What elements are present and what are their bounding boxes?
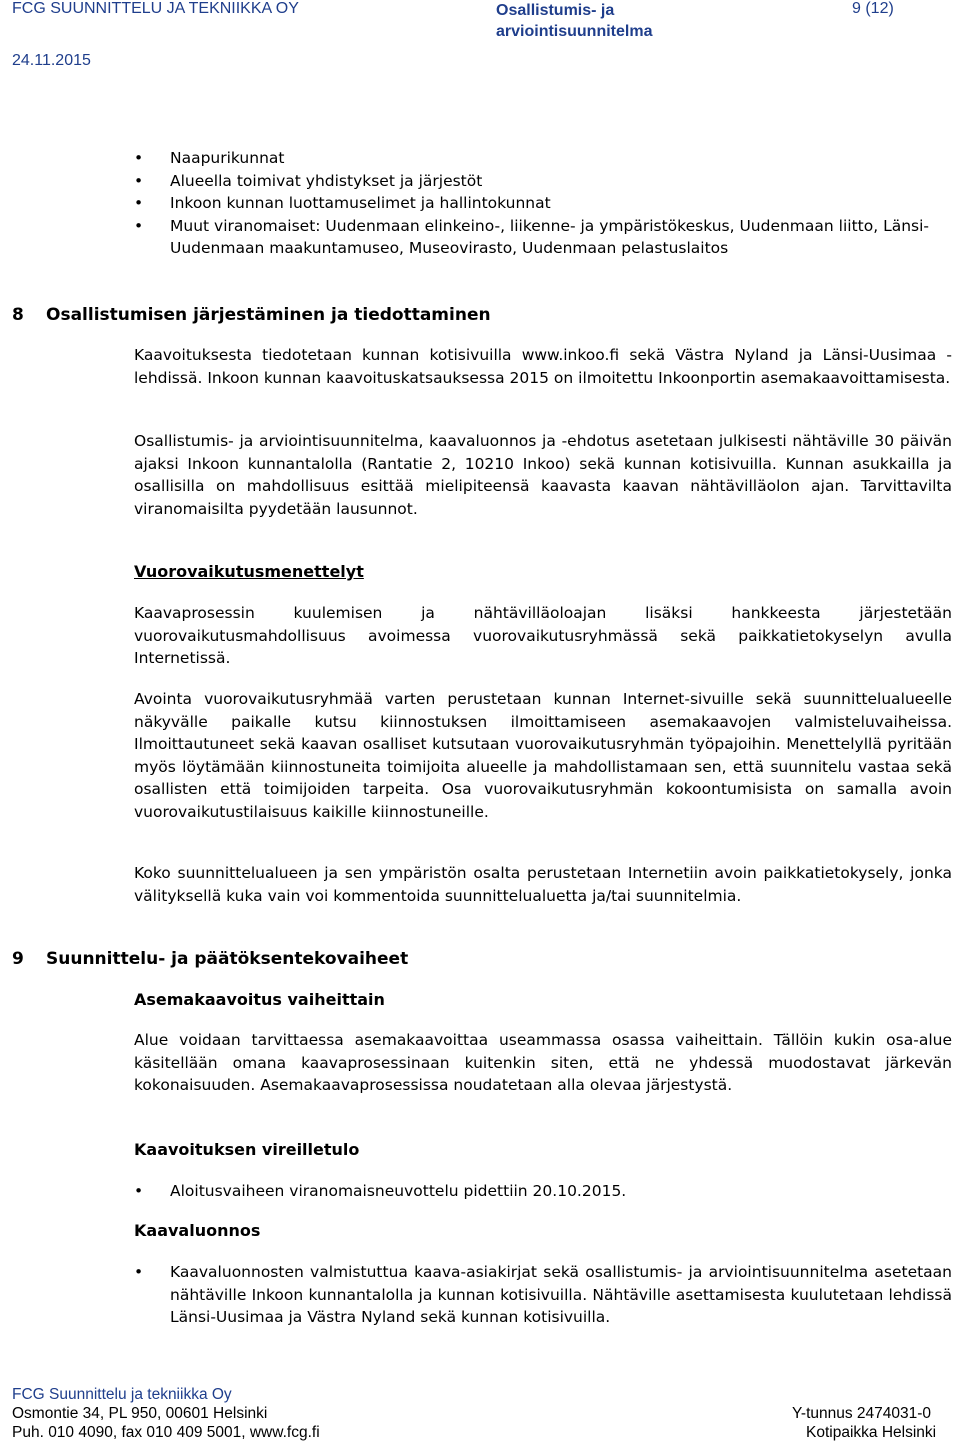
list-item: • Kaavaluonnosten valmistuttua kaava-asiakirjat sekä osallistumis- ja arviointisuunnitelma asetetaan nähtäville Inkoon kunnantalolla ja kunnan kotisivuilla. Nähtäville asettamisesta kuulutetaan lehdissä Länsi-Uusimaa ja Västra Nyland sekä kunnan kotisivuilla. <box>134 1261 952 1329</box>
section-title: Osallistumisen järjestäminen ja tiedottaminen <box>46 305 491 325</box>
paragraph: Alue voidaan tarvittaessa asemakaavoittaa useammassa osassa vaiheittain. Tällöin kukin osa-alue käsitellään omana kaavaprosessinaan kuitenkin siten, että ne yhdessä muodostavat järkevän kokonaisuuden. Asemakaavaprosessissa noudatetaan alla olevaa järjestystä. <box>134 1031 952 1094</box>
section-number: 8 <box>12 305 24 325</box>
paragraph: Kaavoituksesta tiedotetaan kunnan kotisivuilla www.inkoo.fi sekä Västra Nyland ja Länsi-Uusimaa -lehdissä. Inkoon kunnan kaavoituskatsauksessa 2015 on ilmoitettu Inkoonportin asemakaavoittamisesta. <box>134 346 952 387</box>
subheading-asemakaavoitus: Asemakaavoitus vaiheittain <box>134 990 385 1009</box>
header-company: FCG SUUNNITTELU JA TEKNIIKKA OY <box>12 0 299 17</box>
section-8-heading <box>12 305 491 325</box>
section-title: Suunnittelu- ja päätöksentekovaiheet <box>46 949 409 969</box>
footer-domicile: Kotipaikka Helsinki <box>806 1424 937 1441</box>
footer-business-id: Y-tunnus 2474031-0 <box>792 1405 932 1422</box>
stakeholder-list <box>134 147 934 260</box>
page-number: 9 (12) <box>852 0 894 17</box>
footer-address: Osmontie 34, PL 950, 00601 Helsinki <box>12 1405 268 1422</box>
subheading-vireilletulo: Kaavoituksen vireilletulo <box>134 1140 360 1159</box>
footer-company: FCG Suunnittelu ja tekniikka Oy <box>12 1386 232 1403</box>
list-item: • Alueella toimivat yhdistykset ja järjestöt <box>134 170 934 193</box>
kaavaluonnos-list <box>134 1261 952 1329</box>
paragraph: Avointa vuorovaikutusryhmää varten perustetaan kunnan Internet-sivuille sekä suunnittelualueelle näkyvälle paikalle kutsu kiinnostuksen ilmoittamiseen asemakaavojen valmisteluvaiheissa. Ilmoittautuneet sekä kaavan osalliset kutsutaan vuorovaikutusryhmän työpajoihin. Menettelyllä pyritään myös löytämään kiinnostuneita toimijoita alueelle ja mahdollistamaan sen, että suunnitelu vastaa sekä osallisten että toimijoiden tarpeita. Osa vuorovaikutusryhmän kokoontumisista on samalla avoin vuorovaikutustilaisuus kaikille kiinnostuneille. <box>134 690 952 821</box>
paragraph: Kaavaprosessin kuulemisen ja nähtävilläoloajan lisäksi hankkeesta järjestetään vuorovaikutusmahdollisuus avoimessa vuorovaikutusryhmässä sekä paikkatietokyselyn avulla Internetissä. <box>134 604 952 667</box>
vireilletulo-list <box>134 1180 952 1203</box>
subheading-kaavaluonnos: Kaavaluonnos <box>134 1221 261 1240</box>
section-number: 9 <box>12 949 24 969</box>
list-item: • Inkoon kunnan luottamuselimet ja hallintokunnat <box>134 192 934 215</box>
header-doc-title: Osallistumis- ja arviointisuunnitelma <box>496 2 653 40</box>
footer-phone: Puh. 010 4090, fax 010 409 5001, www.fcg.fi <box>12 1424 320 1441</box>
header-date: 24.11.2015 <box>12 52 91 69</box>
list-item: • Aloitusvaiheen viranomaisneuvottelu pidettiin 20.10.2015. <box>134 1180 952 1203</box>
paragraph: Koko suunnittelualueen ja sen ympäristön osalta perustetaan Internetiin avoin paikkatietokysely, jonka välityksellä kuka vain voi kommentoida suunnittelualuetta ja/tai suunnitelmia. <box>134 864 952 905</box>
subheading-vuorovaikutus: Vuorovaikutusmenettelyt <box>134 562 364 581</box>
list-item: • Muut viranomaiset: Uudenmaan elinkeino-, liikenne- ja ympäristökeskus, Uudenmaan liitto, Länsi-Uudenmaan maakuntamuseo, Museovirasto, Uudenmaan pelastuslaitos <box>134 215 934 260</box>
list-item: • Naapurikunnat <box>134 147 934 170</box>
section-9-heading <box>12 949 408 969</box>
paragraph: Osallistumis- ja arviointisuunnitelma, kaavaluonnos ja -ehdotus asetetaan julkisesti nähtäville 30 päivän ajaksi Inkoon kunnantalolla (Rantatie 2, 10210 Inkoo) sekä kunnan kotisivuilla. Kunnan asukkailla ja osallisilla on mahdollisuus esittää mielipiteensä kaavasta kaavan nähtävilläolon ajan. Tarvittavilta viranomaisilta pyydetään lausunnot. <box>134 432 952 518</box>
